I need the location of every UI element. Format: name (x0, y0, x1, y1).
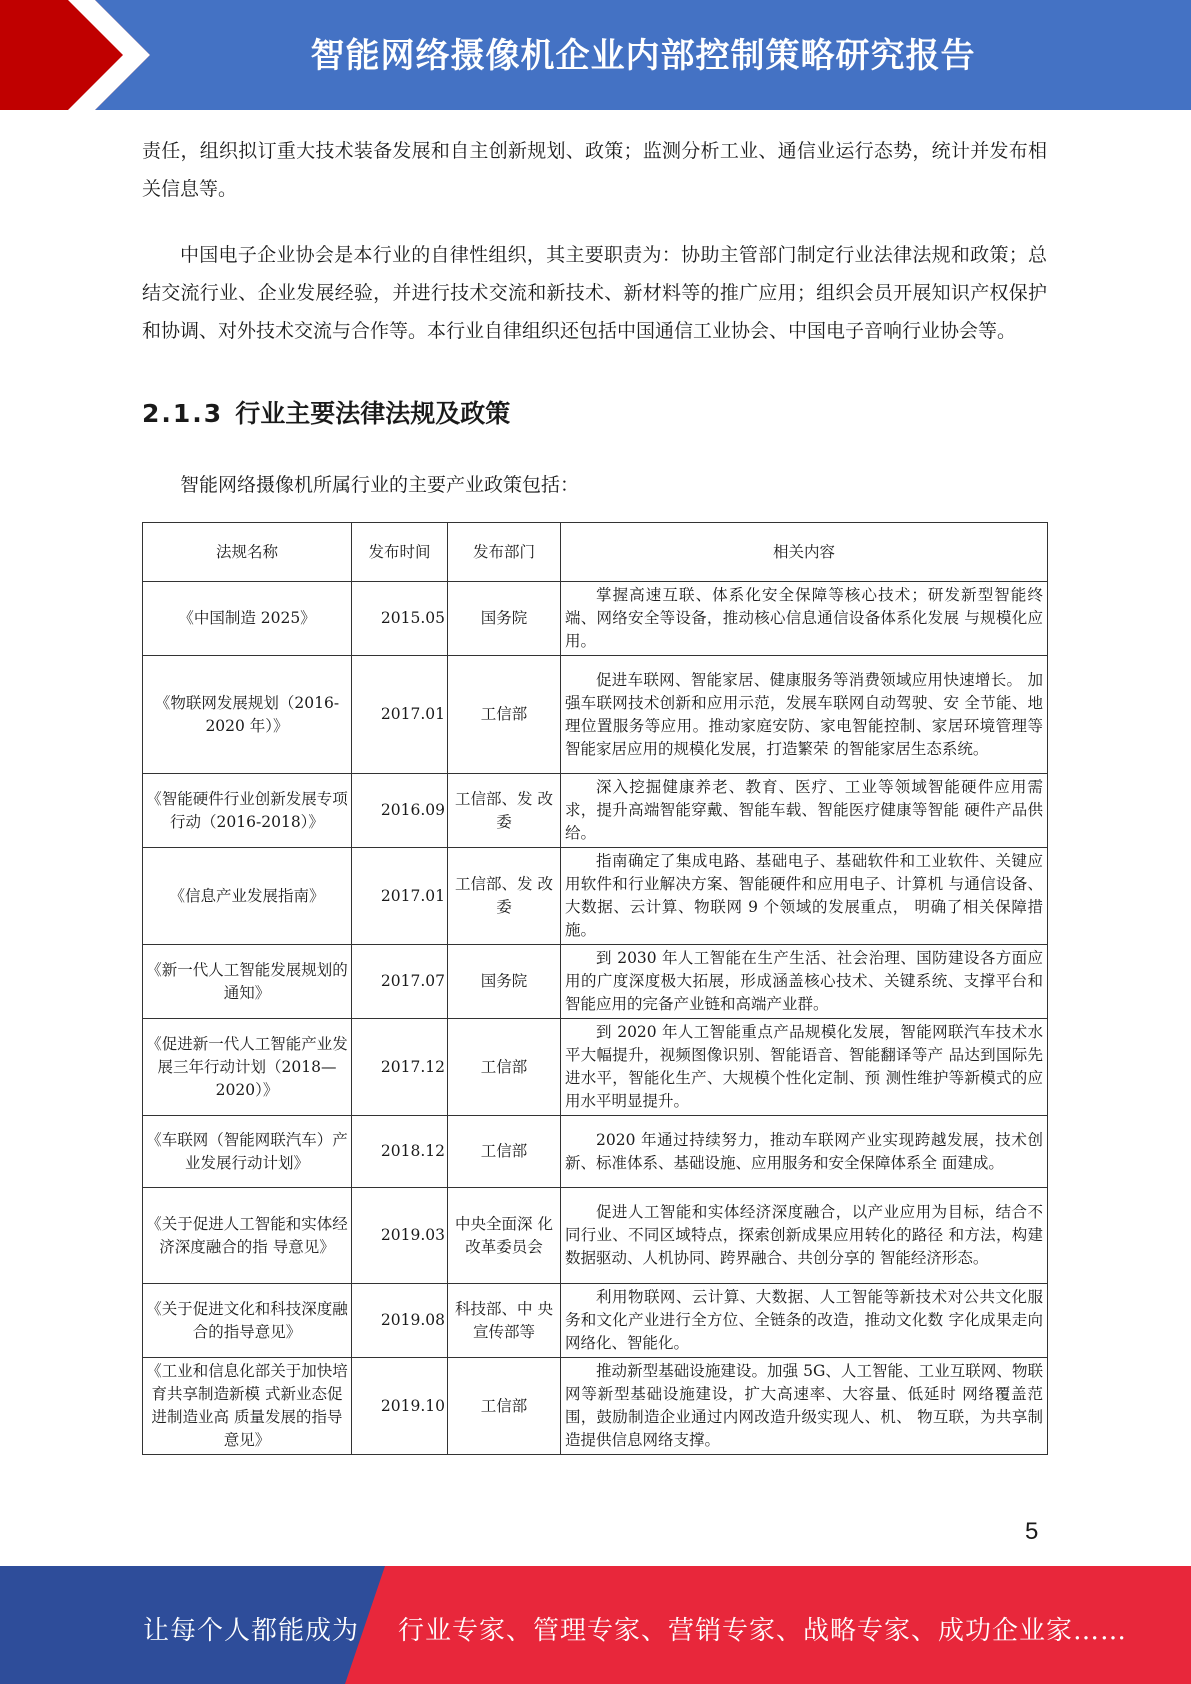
policy-date: 2017.01 (352, 848, 448, 945)
column-header-dept: 发布部门 (448, 523, 561, 582)
policy-name: 《智能硬件行业创新发展专项行动（2016-2018）》 (143, 774, 352, 848)
policy-date: 2015.05 (352, 582, 448, 656)
policy-dept: 工信部 (448, 1116, 561, 1188)
table-row (143, 1188, 1048, 1284)
paragraph-association: 中国电子企业协会是本行业的自律性组织，其主要职责为：协助主管部门制定行业法律法规和政策；总结交流行业、企业发展经验，并进行技术交流和新技术、新材料等的推广应用；组织会员开展知识产权保护和协调、对外技术交流与合作等。本行业自律组织还包括中国通信工业协会、中国电子音响行业协会等。 (142, 244, 1047, 342)
policy-table (142, 522, 1048, 1455)
page-content (142, 132, 1047, 1455)
policy-name: 《关于促进人工智能和实体经济深度融合的指 导意见》 (143, 1188, 352, 1284)
policy-dept: 中央全面深 化改革委员会 (448, 1188, 561, 1284)
table-row (143, 656, 1048, 774)
policy-name: 《车联网（智能网联汽车）产业发展行动计划》 (143, 1116, 352, 1188)
section-title: 行业主要法律法规及政策 (235, 399, 511, 428)
policy-dept: 科技部、中 央宣传部等 (448, 1284, 561, 1358)
policy-date: 2018.12 (352, 1116, 448, 1188)
table-row (143, 1116, 1048, 1188)
page-number: 5 (1025, 1518, 1039, 1545)
policy-dept: 工信部 (448, 1358, 561, 1455)
policy-name: 《促进新一代人工智能产业发展三年行动计划（2018—2020）》 (143, 1019, 352, 1116)
policy-date: 2017.01 (352, 656, 448, 774)
policy-dept: 工信部、发 改委 (448, 774, 561, 848)
policy-content: 促进人工智能和实体经济深度融合，以产业应用为目标，结合不同行业、不同区域特点，探索创新成果应用转化的路径 和方法，构建数据驱动、人机协同、跨界融合、共创分享的 智能经济形态。 (561, 1188, 1048, 1284)
policy-dept: 国务院 (448, 945, 561, 1019)
column-header-name: 法规名称 (143, 523, 352, 582)
table-row (143, 1019, 1048, 1116)
table-row (143, 848, 1048, 945)
policy-date: 2019.10 (352, 1358, 448, 1455)
policy-name: 《新一代人工智能发展规划的通知》 (143, 945, 352, 1019)
table-row (143, 945, 1048, 1019)
table-intro: 智能网络摄像机所属行业的主要产业政策包括： (180, 474, 580, 496)
paragraph-continued: 责任，组织拟订重大技术装备发展和自主创新规划、政策；监测分析工业、通信业运行态势，统计并发布相关信息等。 (142, 140, 1047, 200)
column-header-date: 发布时间 (352, 523, 448, 582)
policy-name: 《物联网发展规划（2016-2020 年）》 (143, 656, 352, 774)
policy-date: 2017.12 (352, 1019, 448, 1116)
policy-date: 2019.08 (352, 1284, 448, 1358)
policy-content: 到 2030 年人工智能在生产生活、社会治理、国防建设各方面应用的广度深度极大拓展，形成涵盖核心技术、关键系统、支撑平台和智能应用的完备产业链和高端产业群。 (561, 945, 1048, 1019)
policy-name: 《中国制造 2025》 (143, 582, 352, 656)
policy-content: 深入挖掘健康养老、教育、医疗、工业等领域智能硬件应用需求，提升高端智能穿戴、智能车载、智能医疗健康等智能 硬件产品供给。 (561, 774, 1048, 848)
policy-dept: 工信部 (448, 656, 561, 774)
table-header-row (143, 523, 1048, 582)
policy-content: 推动新型基础设施建设。加强 5G、人工智能、工业互联网、物联网等新型基础设施建设，扩大高速率、大容量、低延时 网络覆盖范围，鼓励制造企业通过内网改造升级实现人、机、 物互联，为共享制造提供信息网络支撑。 (561, 1358, 1048, 1455)
section-heading (142, 394, 1047, 430)
policy-content: 掌握高速互联、体系化安全保障等核心技术；研发新型智能终端、网络安全等设备，推动核心信息通信设备体系化发展 与规模化应用。 (561, 582, 1048, 656)
policy-date: 2019.03 (352, 1188, 448, 1284)
page-footer (0, 1566, 1191, 1684)
policy-date: 2016.09 (352, 774, 448, 848)
policy-date: 2017.07 (352, 945, 448, 1019)
policy-dept: 工信部、发 改委 (448, 848, 561, 945)
page-header (0, 0, 1191, 110)
policy-content: 2020 年通过持续努力，推动车联网产业实现跨越发展，技术创新、标准体系、基础设施、应用服务和安全保障体系全 面建成。 (561, 1116, 1048, 1188)
table-row (143, 582, 1048, 656)
footer-slogan-left: 让每个人都能成为 (143, 1616, 360, 1646)
policy-name: 《信息产业发展指南》 (143, 848, 352, 945)
policy-content: 利用物联网、云计算、大数据、人工智能等新技术对公共文化服务和文化产业进行全方位、全链条的改造，推动文化数 字化成果走向网络化、智能化。 (561, 1284, 1048, 1358)
table-row (143, 1284, 1048, 1358)
policy-content: 指南确定了集成电路、基础电子、基础软件和工业软件、关键应用软件和行业解决方案、智能硬件和应用电子、计算机 与通信设备、大数据、云计算、物联网 9 个领域的发展重点， 明确了相关保障措施。 (561, 848, 1048, 945)
policy-dept: 工信部 (448, 1019, 561, 1116)
footer-slogan-right: 行业专家、管理专家、营销专家、战略专家、成功企业家…… (398, 1616, 1128, 1646)
policy-name: 《工业和信息化部关于加快培育共享制造新模 式新业态促进制造业高 质量发展的指导意见》 (143, 1358, 352, 1455)
policy-name: 《关于促进文化和科技深度融合的指导意见》 (143, 1284, 352, 1358)
policy-dept: 国务院 (448, 582, 561, 656)
column-header-content: 相关内容 (561, 523, 1048, 582)
policy-content: 促进车联网、智能家居、健康服务等消费领域应用快速增长。 加强车联网技术创新和应用示范，发展车联网自动驾驶、安 全节能、地理位置服务等应用。推动家庭安防、家电智能控制、家居环境管理等智能家居应用的规模化发展，打造繁荣 的智能家居生态系统。 (561, 656, 1048, 774)
table-row (143, 774, 1048, 848)
section-number: 2.1.3 (142, 399, 224, 428)
report-title: 智能网络摄像机企业内部控制策略研究报告 (310, 36, 976, 76)
policy-content: 到 2020 年人工智能重点产品规模化发展，智能网联汽车技术水平大幅提升，视频图像识别、智能语音、智能翻译等产 品达到国际先进水平，智能化生产、大规模个性化定制、预 测性维护等新模式的应用水平明显提升。 (561, 1019, 1048, 1116)
table-row (143, 1358, 1048, 1455)
